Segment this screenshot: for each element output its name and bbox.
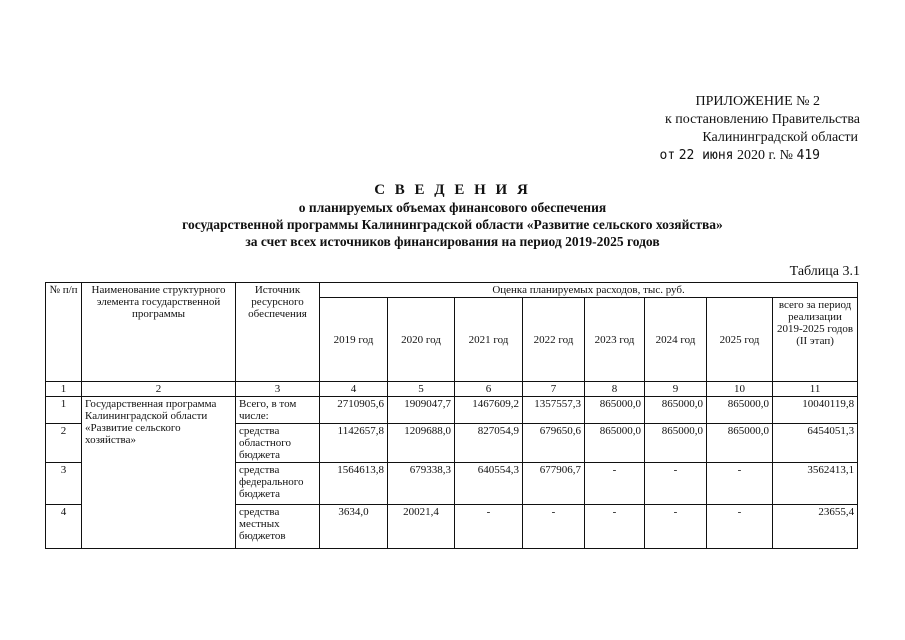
col-number: 6 [455,382,523,397]
value-cell: 1357557,3 [523,397,585,424]
appendix-header [620,93,860,165]
header-year: 2024 год [645,298,707,382]
value-cell: - [523,505,585,549]
title-line-1: С В Е Д Е Н И Я [374,182,531,198]
header-year: 2020 год [388,298,455,382]
row-source: средства местных бюджетов [236,505,320,549]
col-number: 9 [645,382,707,397]
col-number: 11 [773,382,858,397]
table-caption: Таблица 3.1 [789,264,860,279]
col-number: 2 [82,382,236,397]
value-cell: - [645,505,707,549]
appendix-number: 419 [796,148,820,163]
value-cell: 640554,3 [455,463,523,505]
header-total: всего за период реализации 2019-2025 годов (II этап) [773,298,858,382]
row-num: 4 [46,505,82,549]
total-cell: 23655,4 [773,505,858,549]
value-cell: 865000,0 [707,424,773,463]
value-cell: - [585,463,645,505]
header-num: № п/п [46,283,82,382]
header-year: 2023 год [585,298,645,382]
value-cell: 1564613,8 [320,463,388,505]
col-number: 8 [585,382,645,397]
appendix-region: Калининградской области [702,130,858,145]
row-source: средства федерального бюджета [236,463,320,505]
row-num: 2 [46,424,82,463]
col-number: 7 [523,382,585,397]
row-num: 1 [46,397,82,424]
total-cell: 3562413,1 [773,463,858,505]
appendix-date: 22 июня [678,148,734,163]
header-estimate: Оценка планируемых расходов, тыс. руб. [320,283,858,298]
title-line-2: о планируемых объемах финансового обеспечения [298,200,607,215]
appendix-decree: к постановлению Правительства [664,112,860,127]
value-cell: 827054,9 [455,424,523,463]
title-line-4: за счет всех источников финансирования на период 2019-2025 годов [245,234,660,249]
program-name: Государственная программа Калининградской области «Развитие сельского хозяйства» [82,397,236,549]
col-number: 10 [707,382,773,397]
value-cell: - [707,505,773,549]
col-number: 1 [46,382,82,397]
financing-table [45,282,858,549]
appendix-date-line [620,147,860,165]
header-name: Наименование структурного элемента государственной программы [82,283,236,382]
value-cell: - [455,505,523,549]
header-year: 2021 год [455,298,523,382]
header-year: 2022 год [523,298,585,382]
value-cell: 3634,0 [320,505,388,549]
header-row-1 [46,283,858,298]
title-line-3: государственной программы Калининградской области «Развитие сельского хозяйства» [182,217,723,232]
col-number: 4 [320,382,388,397]
appendix-year: 2020 г. [736,148,777,163]
value-cell: - [707,463,773,505]
value-cell: 20021,4 [388,505,455,549]
total-cell: 6454051,3 [773,424,858,463]
column-number-row [46,382,858,397]
value-cell: 1209688,0 [388,424,455,463]
value-cell: 679650,6 [523,424,585,463]
appendix-number-label: № [779,148,794,163]
header-source: Источник ресурсного обеспечения [236,283,320,382]
total-cell: 10040119,8 [773,397,858,424]
header-year: 2025 год [707,298,773,382]
row-source: средства областного бюджета [236,424,320,463]
value-cell: 865000,0 [707,397,773,424]
value-cell: 865000,0 [645,424,707,463]
value-cell: 1909047,7 [388,397,455,424]
value-cell: - [585,505,645,549]
value-cell: - [645,463,707,505]
table-row [46,397,858,424]
value-cell: 679338,3 [388,463,455,505]
value-cell: 1467609,2 [455,397,523,424]
value-cell: 865000,0 [585,424,645,463]
row-num: 3 [46,463,82,505]
col-number: 5 [388,382,455,397]
value-cell: 1142657,8 [320,424,388,463]
appendix-date-prefix: от [659,148,676,163]
document-title [0,182,905,250]
header-year: 2019 год [320,298,388,382]
row-source: Всего, в том числе: [236,397,320,424]
appendix-title: ПРИЛОЖЕНИЕ № 2 [695,94,820,109]
value-cell: 2710905,6 [320,397,388,424]
col-number: 3 [236,382,320,397]
value-cell: 677906,7 [523,463,585,505]
value-cell: 865000,0 [645,397,707,424]
value-cell: 865000,0 [585,397,645,424]
